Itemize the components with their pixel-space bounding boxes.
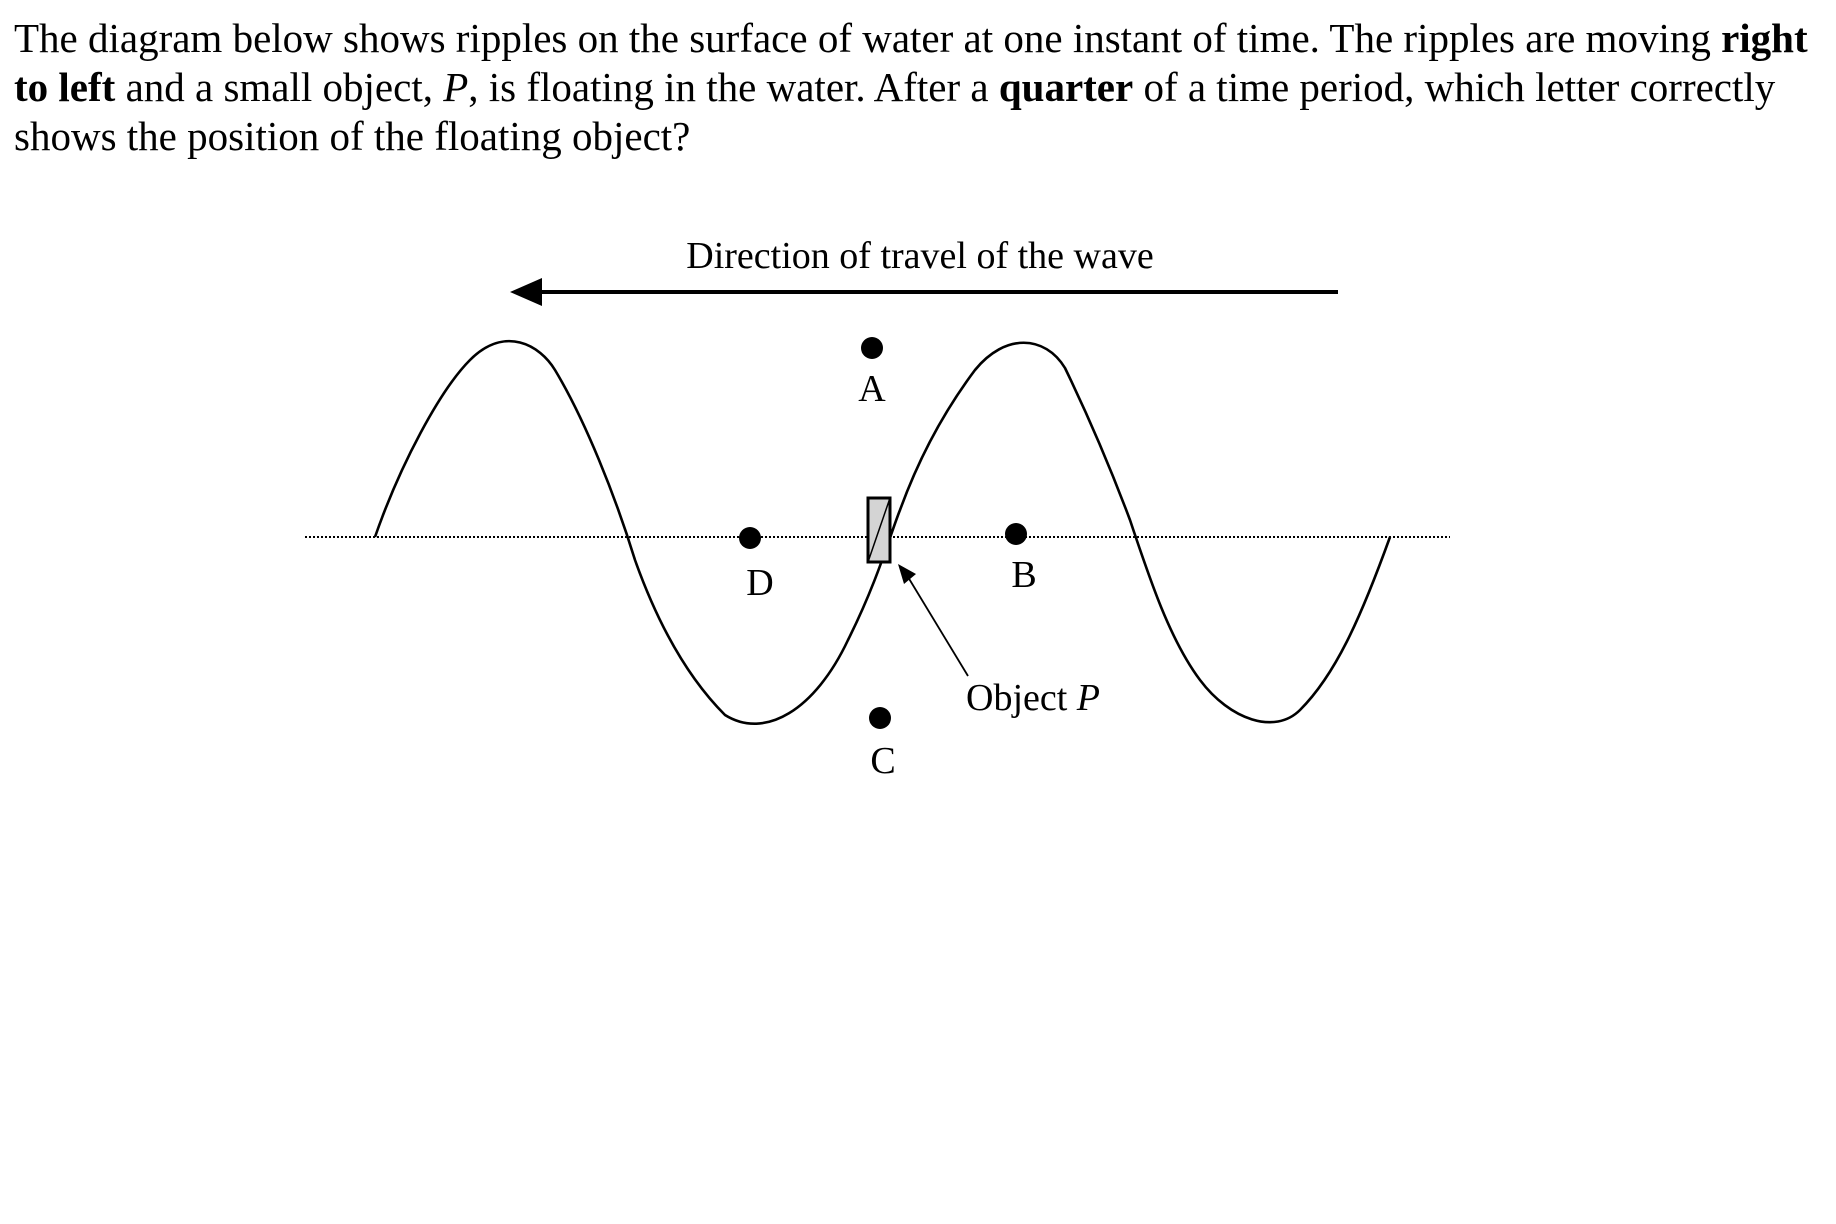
object-p-symbol: P bbox=[443, 64, 469, 110]
point-c-dot bbox=[869, 707, 891, 729]
emphasis-quarter: quarter bbox=[998, 64, 1134, 110]
point-d-dot bbox=[739, 527, 761, 549]
direction-arrow-head bbox=[510, 278, 542, 306]
point-a-dot bbox=[861, 337, 883, 359]
object-p-label: Object P bbox=[966, 677, 1101, 719]
point-d-label: D bbox=[746, 562, 774, 604]
object-p-pointer bbox=[908, 577, 968, 676]
emphasis-right-to-left: right to left bbox=[14, 15, 1808, 110]
point-b-label: B bbox=[1011, 554, 1037, 596]
point-c-label: C bbox=[870, 740, 896, 782]
point-b-dot bbox=[1005, 523, 1027, 545]
question-text: The diagram below shows ripples on the surface of water at one instant of time. The ripples are moving right to left and a small object, P, is floating in the water. After a quarter of a time period, which letter correctly shows the position of the floating object? bbox=[14, 15, 1808, 159]
object-p-pointer-head bbox=[898, 564, 916, 584]
point-a-label: A bbox=[858, 368, 886, 410]
direction-label: Direction of travel of the wave bbox=[686, 235, 1154, 277]
